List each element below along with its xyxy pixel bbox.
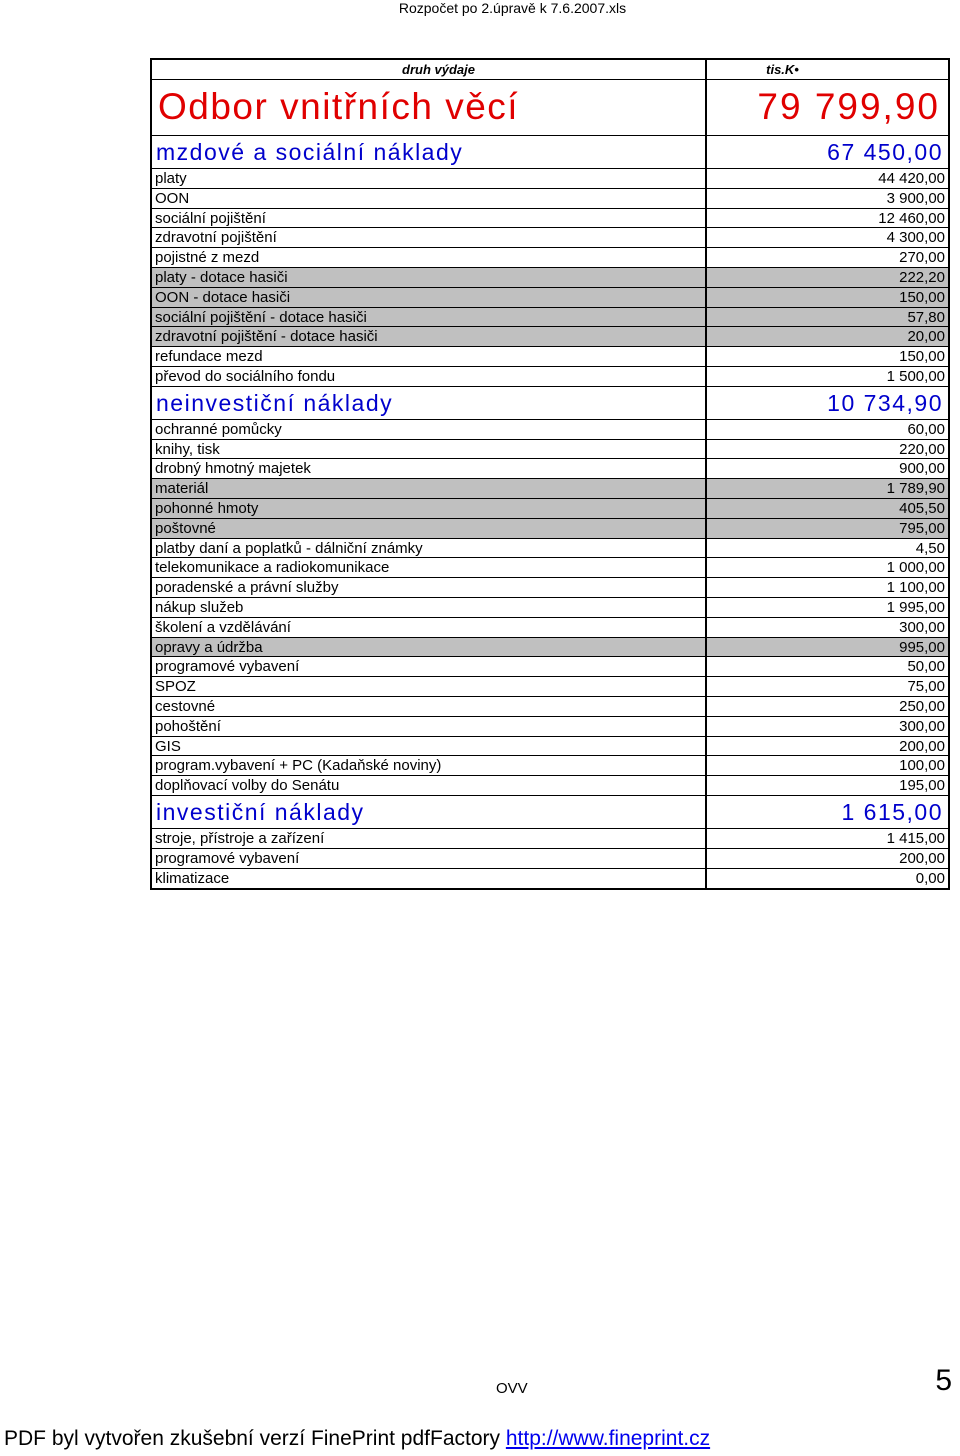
item-label: program.vybavení + PC (Kadaňské noviny) xyxy=(152,756,707,775)
item-label: materiál xyxy=(152,479,707,498)
budget-item-row xyxy=(152,677,948,697)
item-label: knihy, tisk xyxy=(152,440,707,459)
item-value: 270,00 xyxy=(899,249,945,267)
item-value: 195,00 xyxy=(899,777,945,795)
item-value: 12 460,00 xyxy=(878,209,945,227)
section-title: mzdové a sociální náklady xyxy=(152,136,707,168)
item-label: poštovné xyxy=(152,519,707,538)
section-total: 67 450,00 xyxy=(827,139,943,165)
item-value: 50,00 xyxy=(907,658,945,676)
budget-item-row xyxy=(152,499,948,519)
file-title: Rozpočet po 2.úpravě k 7.6.2007.xls xyxy=(398,0,627,16)
item-label: ochranné pomůcky xyxy=(152,420,707,439)
item-label: drobný hmotný majetek xyxy=(152,459,707,478)
budget-item-row xyxy=(152,288,948,308)
item-value: 405,50 xyxy=(899,499,945,517)
item-label: převod do sociálního fondu xyxy=(152,367,707,386)
page-number: 5 xyxy=(935,1364,952,1397)
item-label: pojistné z mezd xyxy=(152,248,707,267)
item-label: zdravotní pojištění xyxy=(152,228,707,247)
item-value: 900,00 xyxy=(899,460,945,478)
item-value: 75,00 xyxy=(907,678,945,696)
section-title: investiční náklady xyxy=(152,796,707,828)
budget-table xyxy=(150,58,950,890)
item-label: SPOZ xyxy=(152,677,707,696)
budget-item-row xyxy=(152,717,948,737)
item-label: sociální pojištění xyxy=(152,209,707,228)
item-label: platy xyxy=(152,169,707,188)
item-label: platy - dotace hasiči xyxy=(152,268,707,287)
item-label: programové vybavení xyxy=(152,657,707,676)
item-label: poradenské a právní služby xyxy=(152,578,707,597)
item-value: 300,00 xyxy=(899,717,945,735)
item-value: 4,50 xyxy=(915,539,945,557)
item-label: pohonné hmoty xyxy=(152,499,707,518)
pdf-creator-note xyxy=(4,1427,710,1451)
budget-item-row xyxy=(152,479,948,499)
budget-item-row xyxy=(152,459,948,479)
item-label: platby daní a poplatků - dálniční známky xyxy=(152,539,707,558)
item-value: 60,00 xyxy=(907,420,945,438)
item-value: 1 000,00 xyxy=(886,559,945,577)
budget-item-row xyxy=(152,849,948,869)
item-label: OON - dotace hasiči xyxy=(152,288,707,307)
budget-item-row xyxy=(152,598,948,618)
table-header-row xyxy=(152,60,948,80)
item-value: 150,00 xyxy=(899,288,945,306)
department-name: Odbor vnitřních věcí xyxy=(152,80,707,135)
budget-item-row xyxy=(152,869,948,889)
footer-dept-code: OVV xyxy=(496,1380,528,1397)
budget-item-row xyxy=(152,367,948,387)
budget-item-row xyxy=(152,268,948,288)
item-value: 1 995,00 xyxy=(886,598,945,616)
item-value: 1 500,00 xyxy=(886,367,945,385)
section-total: 10 734,90 xyxy=(827,389,943,416)
item-value: 995,00 xyxy=(899,638,945,656)
item-value: 220,00 xyxy=(899,440,945,458)
item-value: 200,00 xyxy=(899,737,945,755)
item-value: 1 100,00 xyxy=(886,579,945,597)
section-total: 1 615,00 xyxy=(841,798,943,825)
budget-item-row xyxy=(152,519,948,539)
item-value: 44 420,00 xyxy=(878,170,945,187)
budget-item-row xyxy=(152,737,948,757)
item-value: 300,00 xyxy=(899,618,945,636)
budget-item-row xyxy=(152,169,948,189)
department-total: 79 799,90 xyxy=(757,86,940,127)
item-value: 1 789,90 xyxy=(886,480,945,498)
item-label: GIS xyxy=(152,737,707,756)
budget-item-row xyxy=(152,776,948,796)
budget-item-row xyxy=(152,657,948,677)
section-header-row xyxy=(152,387,948,420)
item-label: refundace mezd xyxy=(152,347,707,366)
pdf-note-text: PDF byl vytvořen zkušební verzí FinePrint pdfFactory xyxy=(4,1427,501,1450)
section-title: neinvestiční náklady xyxy=(152,387,707,419)
item-label: sociální pojištění - dotace hasiči xyxy=(152,308,707,327)
item-label: telekomunikace a radiokomunikace xyxy=(152,558,707,577)
item-value: 795,00 xyxy=(899,519,945,537)
item-value: 200,00 xyxy=(899,849,945,867)
item-value: 57,80 xyxy=(907,308,945,326)
budget-item-row xyxy=(152,228,948,248)
budget-item-row xyxy=(152,440,948,460)
budget-item-row xyxy=(152,558,948,578)
item-value: 1 415,00 xyxy=(886,829,945,847)
budget-item-row xyxy=(152,829,948,849)
item-value: 150,00 xyxy=(899,348,945,366)
section-header-row xyxy=(152,796,948,829)
budget-item-row xyxy=(152,347,948,367)
budget-item-row xyxy=(152,420,948,440)
budget-item-row xyxy=(152,756,948,776)
item-label: zdravotní pojištění - dotace hasiči xyxy=(152,327,707,346)
budget-item-row xyxy=(152,327,948,347)
header-unit: tis.K• xyxy=(766,62,799,77)
item-label: doplňovací volby do Senátu xyxy=(152,776,707,795)
item-value: 222,20 xyxy=(899,268,945,286)
item-value: 4 300,00 xyxy=(886,229,945,247)
department-row xyxy=(152,80,948,136)
item-value: 0,00 xyxy=(915,869,945,887)
budget-item-row xyxy=(152,578,948,598)
item-label: opravy a údržba xyxy=(152,638,707,657)
budget-item-row xyxy=(152,248,948,268)
budget-item-row xyxy=(152,638,948,658)
item-label: programové vybavení xyxy=(152,849,707,868)
item-label: OON xyxy=(152,189,707,208)
item-label: klimatizace xyxy=(152,869,707,889)
budget-item-row xyxy=(152,539,948,559)
fineprint-link[interactable]: http://www.fineprint.cz xyxy=(505,1427,711,1450)
item-value: 3 900,00 xyxy=(886,189,945,207)
header-expense-type: druh výdaje xyxy=(152,60,707,79)
budget-item-row xyxy=(152,209,948,229)
budget-item-row xyxy=(152,308,948,328)
item-label: cestovné xyxy=(152,697,707,716)
budget-item-row xyxy=(152,189,948,209)
item-value: 100,00 xyxy=(899,757,945,775)
item-label: školení a vzdělávání xyxy=(152,618,707,637)
item-value: 20,00 xyxy=(907,328,945,346)
item-label: nákup služeb xyxy=(152,598,707,617)
budget-item-row xyxy=(152,697,948,717)
budget-item-row xyxy=(152,618,948,638)
section-header-row xyxy=(152,136,948,169)
item-label: pohoštění xyxy=(152,717,707,736)
item-value: 250,00 xyxy=(899,697,945,715)
item-label: stroje, přístroje a zařízení xyxy=(152,829,707,848)
